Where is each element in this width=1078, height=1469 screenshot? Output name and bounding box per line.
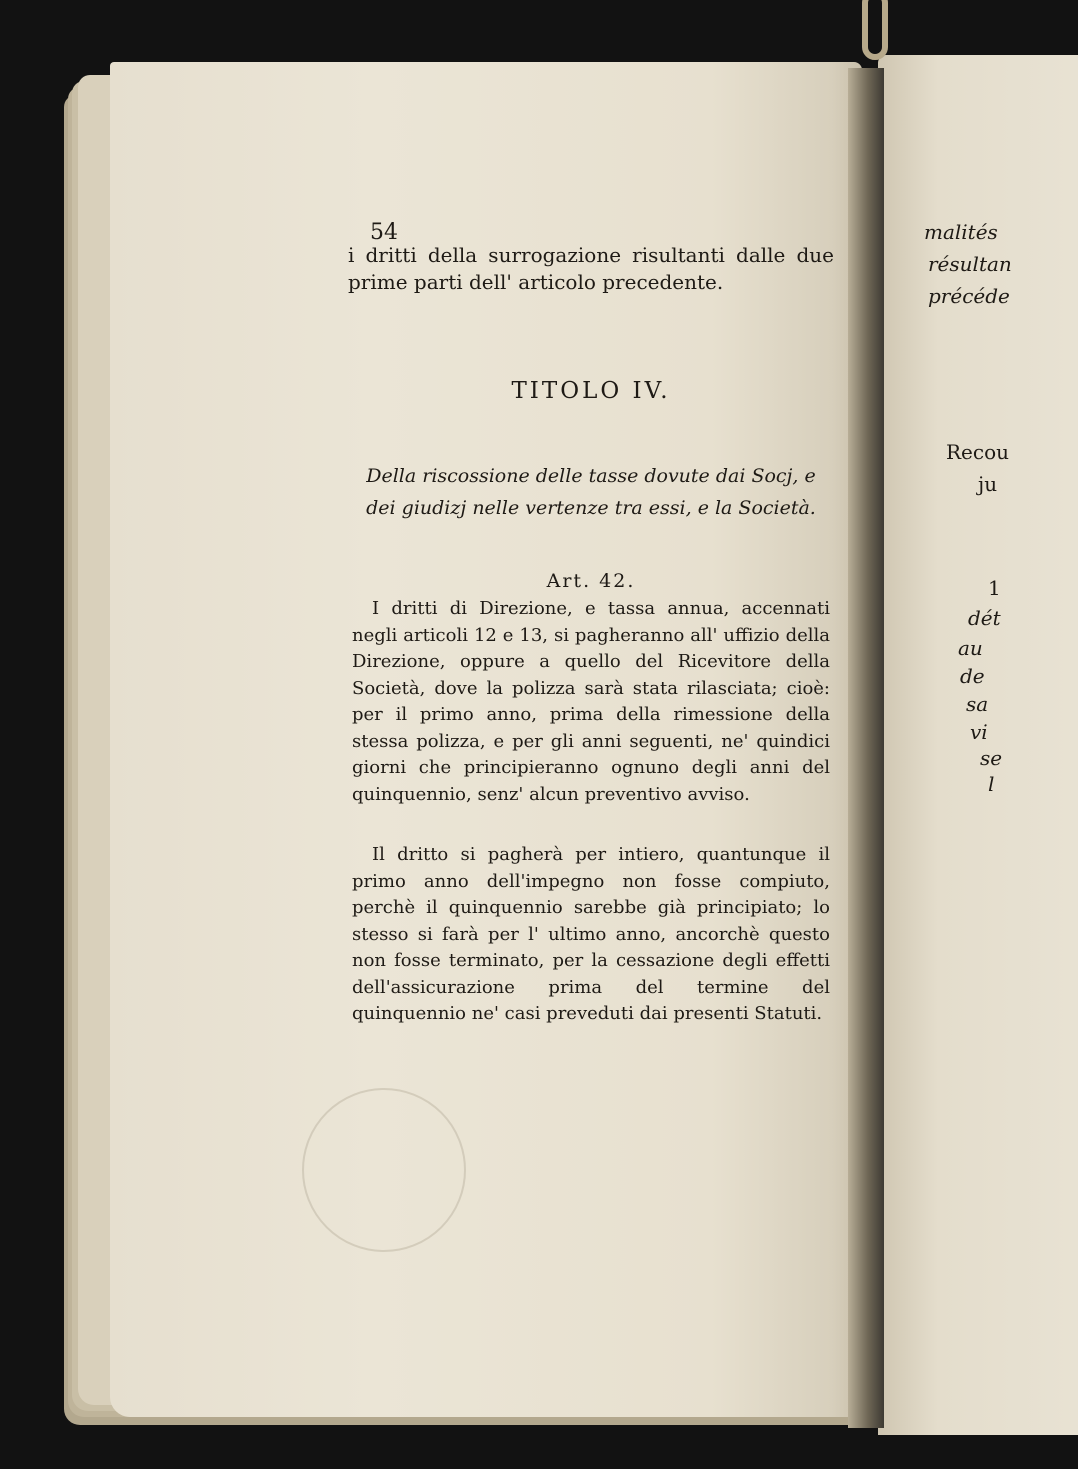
right-fragment: 1 bbox=[988, 576, 1001, 600]
right-fragment: au bbox=[958, 636, 983, 660]
blind-stamp bbox=[302, 1088, 466, 1252]
right-fragment: résultan bbox=[928, 252, 1012, 276]
page-number: 54 bbox=[370, 220, 398, 245]
right-fragment: Recou bbox=[946, 440, 1010, 464]
binding-string bbox=[862, 0, 888, 60]
right-fragment: vi bbox=[970, 720, 988, 744]
right-fragment: se bbox=[980, 746, 1003, 770]
right-fragment: précéde bbox=[928, 284, 1010, 308]
section-subtitle bbox=[348, 460, 834, 524]
right-fragment: de bbox=[960, 664, 985, 688]
subtitle-line-2: dei giudizj nelle vertenze tra essi, e la Società. bbox=[366, 497, 816, 519]
right-fragment: l bbox=[988, 772, 995, 796]
article-heading: Art. 42. bbox=[546, 570, 636, 592]
continuation-paragraph: i dritti della surrogazione risultanti dalle due prime parti dell' articolo precedente. bbox=[348, 243, 834, 294]
right-fragment: ju bbox=[978, 472, 998, 496]
right-fragment: dét bbox=[968, 606, 1001, 630]
book-gutter bbox=[848, 68, 884, 1428]
article-paragraph-2: Il dritto si pagherà per intiero, quantunque il primo anno dell'impegno non fosse compiuto, perchè il quinquennio sarebbe già principiato; lo stesso si farà per l' ultimo anno, ancorchè questo non fosse terminato, per la cessazione degli effetti dell'assicurazione prima del termine del quinquennio ne' casi preveduti dai presenti Statuti. bbox=[352, 844, 830, 1024]
right-fragment: sa bbox=[966, 692, 989, 716]
section-title: TITOLO IV. bbox=[511, 378, 671, 404]
subtitle-line-1: Della riscossione delle tasse dovute dai Socj, e bbox=[366, 465, 816, 487]
right-fragment: malités bbox=[924, 220, 998, 244]
article-paragraph-1: I dritti di Direzione, e tassa annua, accennati negli articoli 12 e 13, si pagheranno all' uffizio della Direzione, oppure a quello del Ricevitore della Società, dove la polizza sarà stata rilasciata; cioè: per il primo anno, prima della rimessione della stessa polizza, e per gli anni seguenti, ne' quindici giorni che principieranno ognuno degli anni del quinquennio, senz' alcun preventivo avviso. bbox=[352, 598, 830, 805]
